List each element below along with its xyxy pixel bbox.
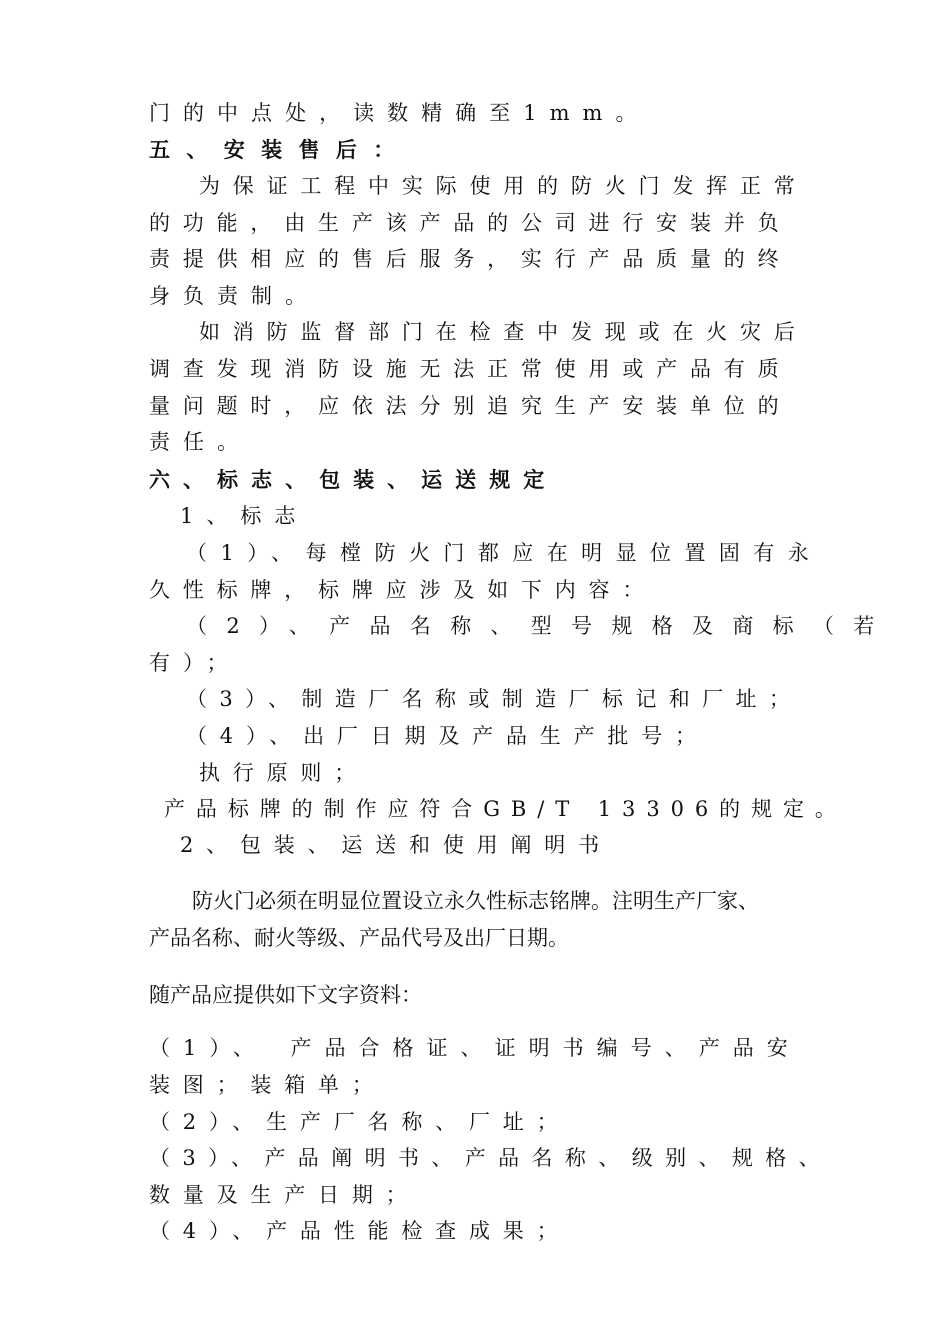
list-item: （3）、制造厂名称或制造厂标记和厂址； <box>186 687 803 711</box>
list-item: （2）、生产厂名称、厂址； <box>149 1110 571 1134</box>
text-line: 身负责制。 <box>149 284 320 308</box>
text-line: 的功能，由生产该产品的公司进行安装并负 <box>149 211 792 235</box>
section-heading-5: 五、安装售后： <box>149 137 411 162</box>
paragraph-line: 产品名称、耐火等级、产品代号及出厂日期。 <box>149 926 569 950</box>
text-line: 有）； <box>149 651 241 675</box>
subheading-packaging: 2、包装、运送和使用阐明书 <box>180 833 612 857</box>
text-line: 久性标牌，标牌应涉及如下内容： <box>149 578 657 602</box>
list-item: （1）、 产品合格证、证明书编号、产品安 <box>149 1036 801 1060</box>
subheading-marking: 1、标志 <box>180 504 309 528</box>
list-item: （4）、产品性能检查成果； <box>149 1219 571 1243</box>
text-line: 如消防监督部门在检查中发现或在火灾后 <box>199 320 808 344</box>
paragraph-line: 随产品应提供如下文字资料： <box>149 983 422 1007</box>
section-heading-6: 六、标志、包装、运送规定 <box>149 467 558 492</box>
text-line: 装图；装箱单； <box>149 1073 386 1097</box>
text-line: 门的中点处，读数精确至1mm。 <box>149 101 650 125</box>
text-line: 责任。 <box>149 430 252 454</box>
text-line: 数量及生产日期； <box>149 1183 420 1207</box>
list-item: （1）、每樘防火门都应在明显位置固有永 <box>186 541 823 565</box>
paragraph-line: 防火门必须在明显位置设立永久性标志铭牌。注明生产厂家、 <box>192 889 759 913</box>
list-item: （2）、产品名称、型号规格及商标（若 <box>186 614 894 638</box>
text-line: 产品标牌的制作应符合GB/T 13306的规定。 <box>164 797 847 821</box>
text-line: 调查发现消防设施无法正常使用或产品有质 <box>149 357 792 381</box>
text-line: 执行原则； <box>199 761 369 785</box>
list-item: （4）、出厂日期及产品生产批号； <box>186 724 709 748</box>
text-line: 责提供相应的售后服务，实行产品质量的终 <box>149 247 792 271</box>
text-line: 为保证工程中实际使用的防火门发挥正常 <box>199 174 808 198</box>
text-line: 量问题时，应依法分别追究生产安装单位的 <box>149 394 792 418</box>
list-item: （3）、产品阐明书、产品名称、级别、规格、 <box>149 1146 833 1170</box>
